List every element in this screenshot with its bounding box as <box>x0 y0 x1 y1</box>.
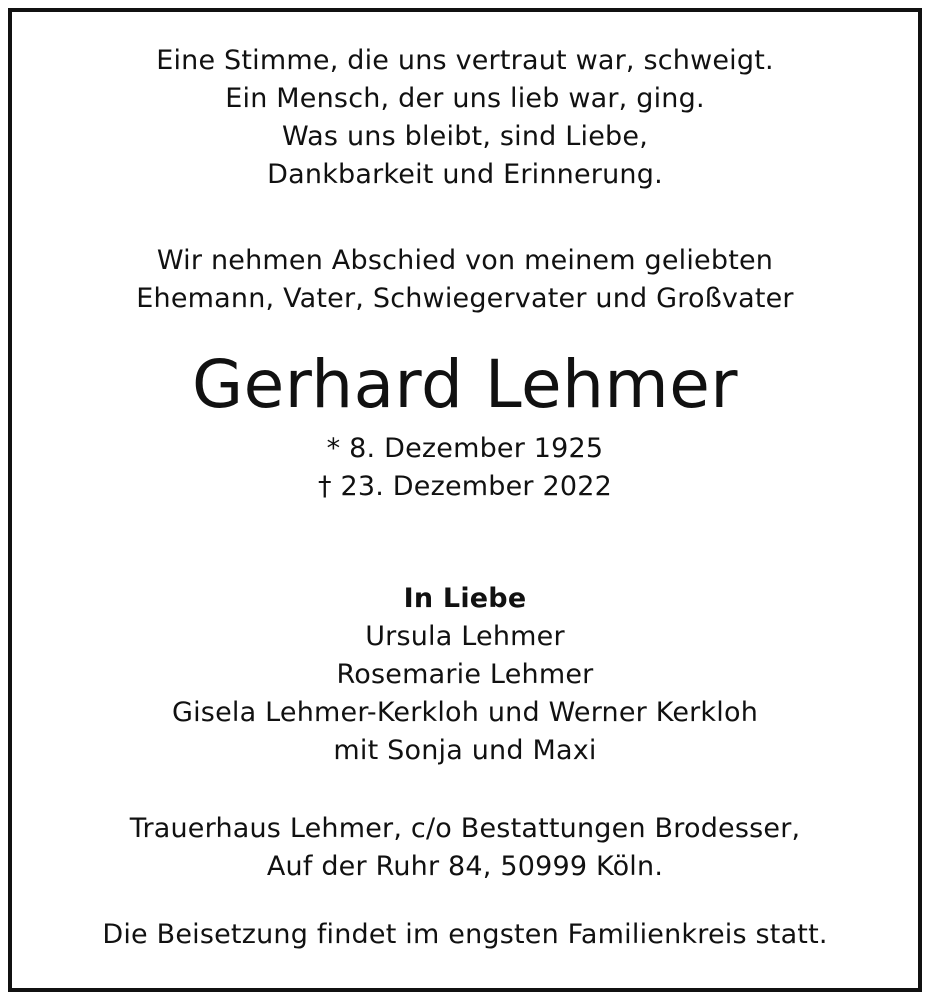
address-line: Trauerhaus Lehmer, c/o Bestattungen Brodesser, <box>129 813 801 844</box>
poem-line: Eine Stimme, die uns vertraut war, schweigt. <box>156 45 774 76</box>
obituary-frame <box>8 8 922 992</box>
intro-line: Wir nehmen Abschied von meinem geliebten <box>156 245 774 276</box>
intro-line: Ehemann, Vater, Schwiegervater und Großvater <box>136 283 794 314</box>
poem-line: Dankbarkeit und Erinnerung. <box>267 159 663 190</box>
poem-line: Was uns bleibt, sind Liebe, <box>282 121 648 152</box>
notice-text: Die Beisetzung findet im engsten Familienkreis statt. <box>102 919 828 950</box>
mourners-heading: In Liebe <box>403 583 527 614</box>
obituary-content <box>12 12 918 988</box>
mourner-line: Rosemarie Lehmer <box>336 659 594 690</box>
mourner-line: Gisela Lehmer-Kerkloh und Werner Kerkloh <box>171 697 759 728</box>
address-line: Auf der Ruhr 84, 50999 Köln. <box>266 851 664 882</box>
death-date: † 23. Dezember 2022 <box>317 471 613 502</box>
mourner-line: mit Sonja und Maxi <box>333 735 597 766</box>
mourning-address <box>12 810 918 886</box>
funeral-notice <box>12 916 918 954</box>
poem-line: Ein Mensch, der uns lieb war, ging. <box>225 83 705 114</box>
mourner-line: Ursula Lehmer <box>365 621 565 652</box>
deceased-name: Gerhard Lehmer <box>192 346 738 423</box>
mourners <box>12 580 918 770</box>
farewell-intro <box>12 242 918 318</box>
birth-date: * 8. Dezember 1925 <box>326 433 604 464</box>
poem <box>12 42 918 194</box>
life-dates <box>12 430 918 506</box>
